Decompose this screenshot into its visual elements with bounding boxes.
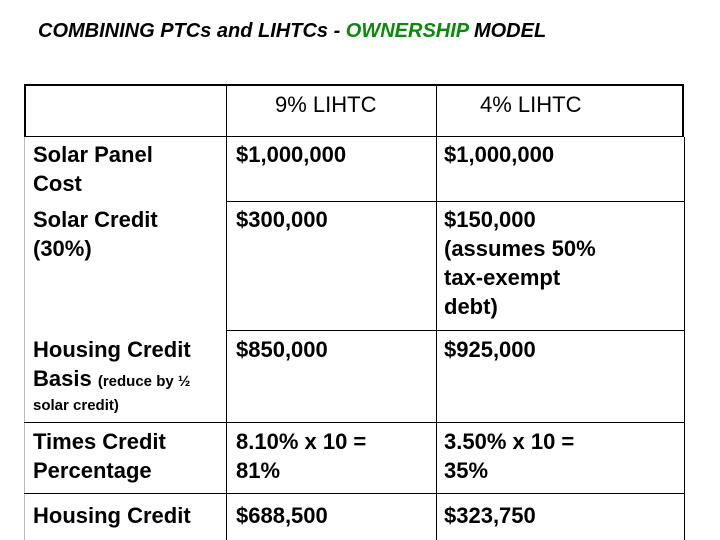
label-line bbox=[33, 364, 233, 396]
label-line: Times Credit bbox=[33, 429, 166, 454]
row-label-housing-credit-basis bbox=[33, 335, 233, 416]
title-suffix: MODEL bbox=[468, 20, 547, 42]
label-note: (reduce by ½ bbox=[97, 373, 191, 390]
header-9pct: 9% LIHTC bbox=[275, 92, 377, 117]
row-label-housing-credit: Housing Credit bbox=[33, 503, 191, 528]
label-line: Solar Credit bbox=[33, 207, 158, 232]
cell-9pct-housing-credit-basis: $850,000 bbox=[236, 337, 328, 362]
cell-line: 3.50% x 10 = bbox=[444, 429, 575, 454]
cell-line: 35% bbox=[444, 458, 489, 483]
row-divider bbox=[226, 330, 684, 331]
label-text: Basis bbox=[33, 366, 92, 391]
header-4pct: 4% LIHTC bbox=[480, 92, 582, 117]
row-divider bbox=[24, 493, 684, 494]
label-note: solar credit) bbox=[33, 397, 119, 414]
label-line: (30%) bbox=[33, 236, 92, 261]
cell-line: debt) bbox=[444, 294, 498, 319]
cell-4pct-solar-credit bbox=[444, 205, 596, 321]
cell-9pct-solar-panel-cost: $1,000,000 bbox=[236, 142, 347, 167]
cell-line: 8.10% x 10 = bbox=[236, 429, 367, 454]
cell-line: 81% bbox=[236, 458, 281, 483]
table-right-border bbox=[684, 137, 685, 540]
label-line: Solar Panel bbox=[33, 142, 153, 167]
row-label-times-credit-percentage bbox=[33, 427, 166, 485]
title-accent: OWNERSHIP bbox=[345, 20, 469, 42]
cell-4pct-housing-credit: $323,750 bbox=[444, 503, 536, 528]
cell-line: $150,000 bbox=[444, 207, 536, 232]
title-prefix: COMBINING PTCs and LIHTCs - bbox=[38, 20, 346, 42]
cell-4pct-solar-panel-cost: $1,000,000 bbox=[444, 142, 555, 167]
cell-line: (assumes 50% bbox=[444, 236, 596, 261]
cell-9pct-housing-credit: $688,500 bbox=[236, 503, 328, 528]
row-label-solar-panel-cost bbox=[33, 140, 153, 198]
cell-4pct-times-credit-percentage bbox=[444, 427, 574, 485]
table-left-border bbox=[24, 137, 25, 540]
label-line: Percentage bbox=[33, 458, 152, 483]
cell-9pct-solar-credit: $300,000 bbox=[236, 207, 328, 232]
row-divider bbox=[24, 422, 684, 423]
cell-line: tax-exempt bbox=[444, 265, 561, 290]
column-divider bbox=[436, 84, 437, 540]
row-label-solar-credit bbox=[33, 205, 158, 263]
cell-9pct-times-credit-percentage bbox=[236, 427, 366, 485]
label-line: Housing Credit bbox=[33, 337, 191, 362]
row-divider bbox=[226, 201, 684, 202]
label-line: Cost bbox=[33, 171, 82, 196]
cell-4pct-housing-credit-basis: $925,000 bbox=[444, 337, 536, 362]
column-divider bbox=[226, 84, 227, 540]
